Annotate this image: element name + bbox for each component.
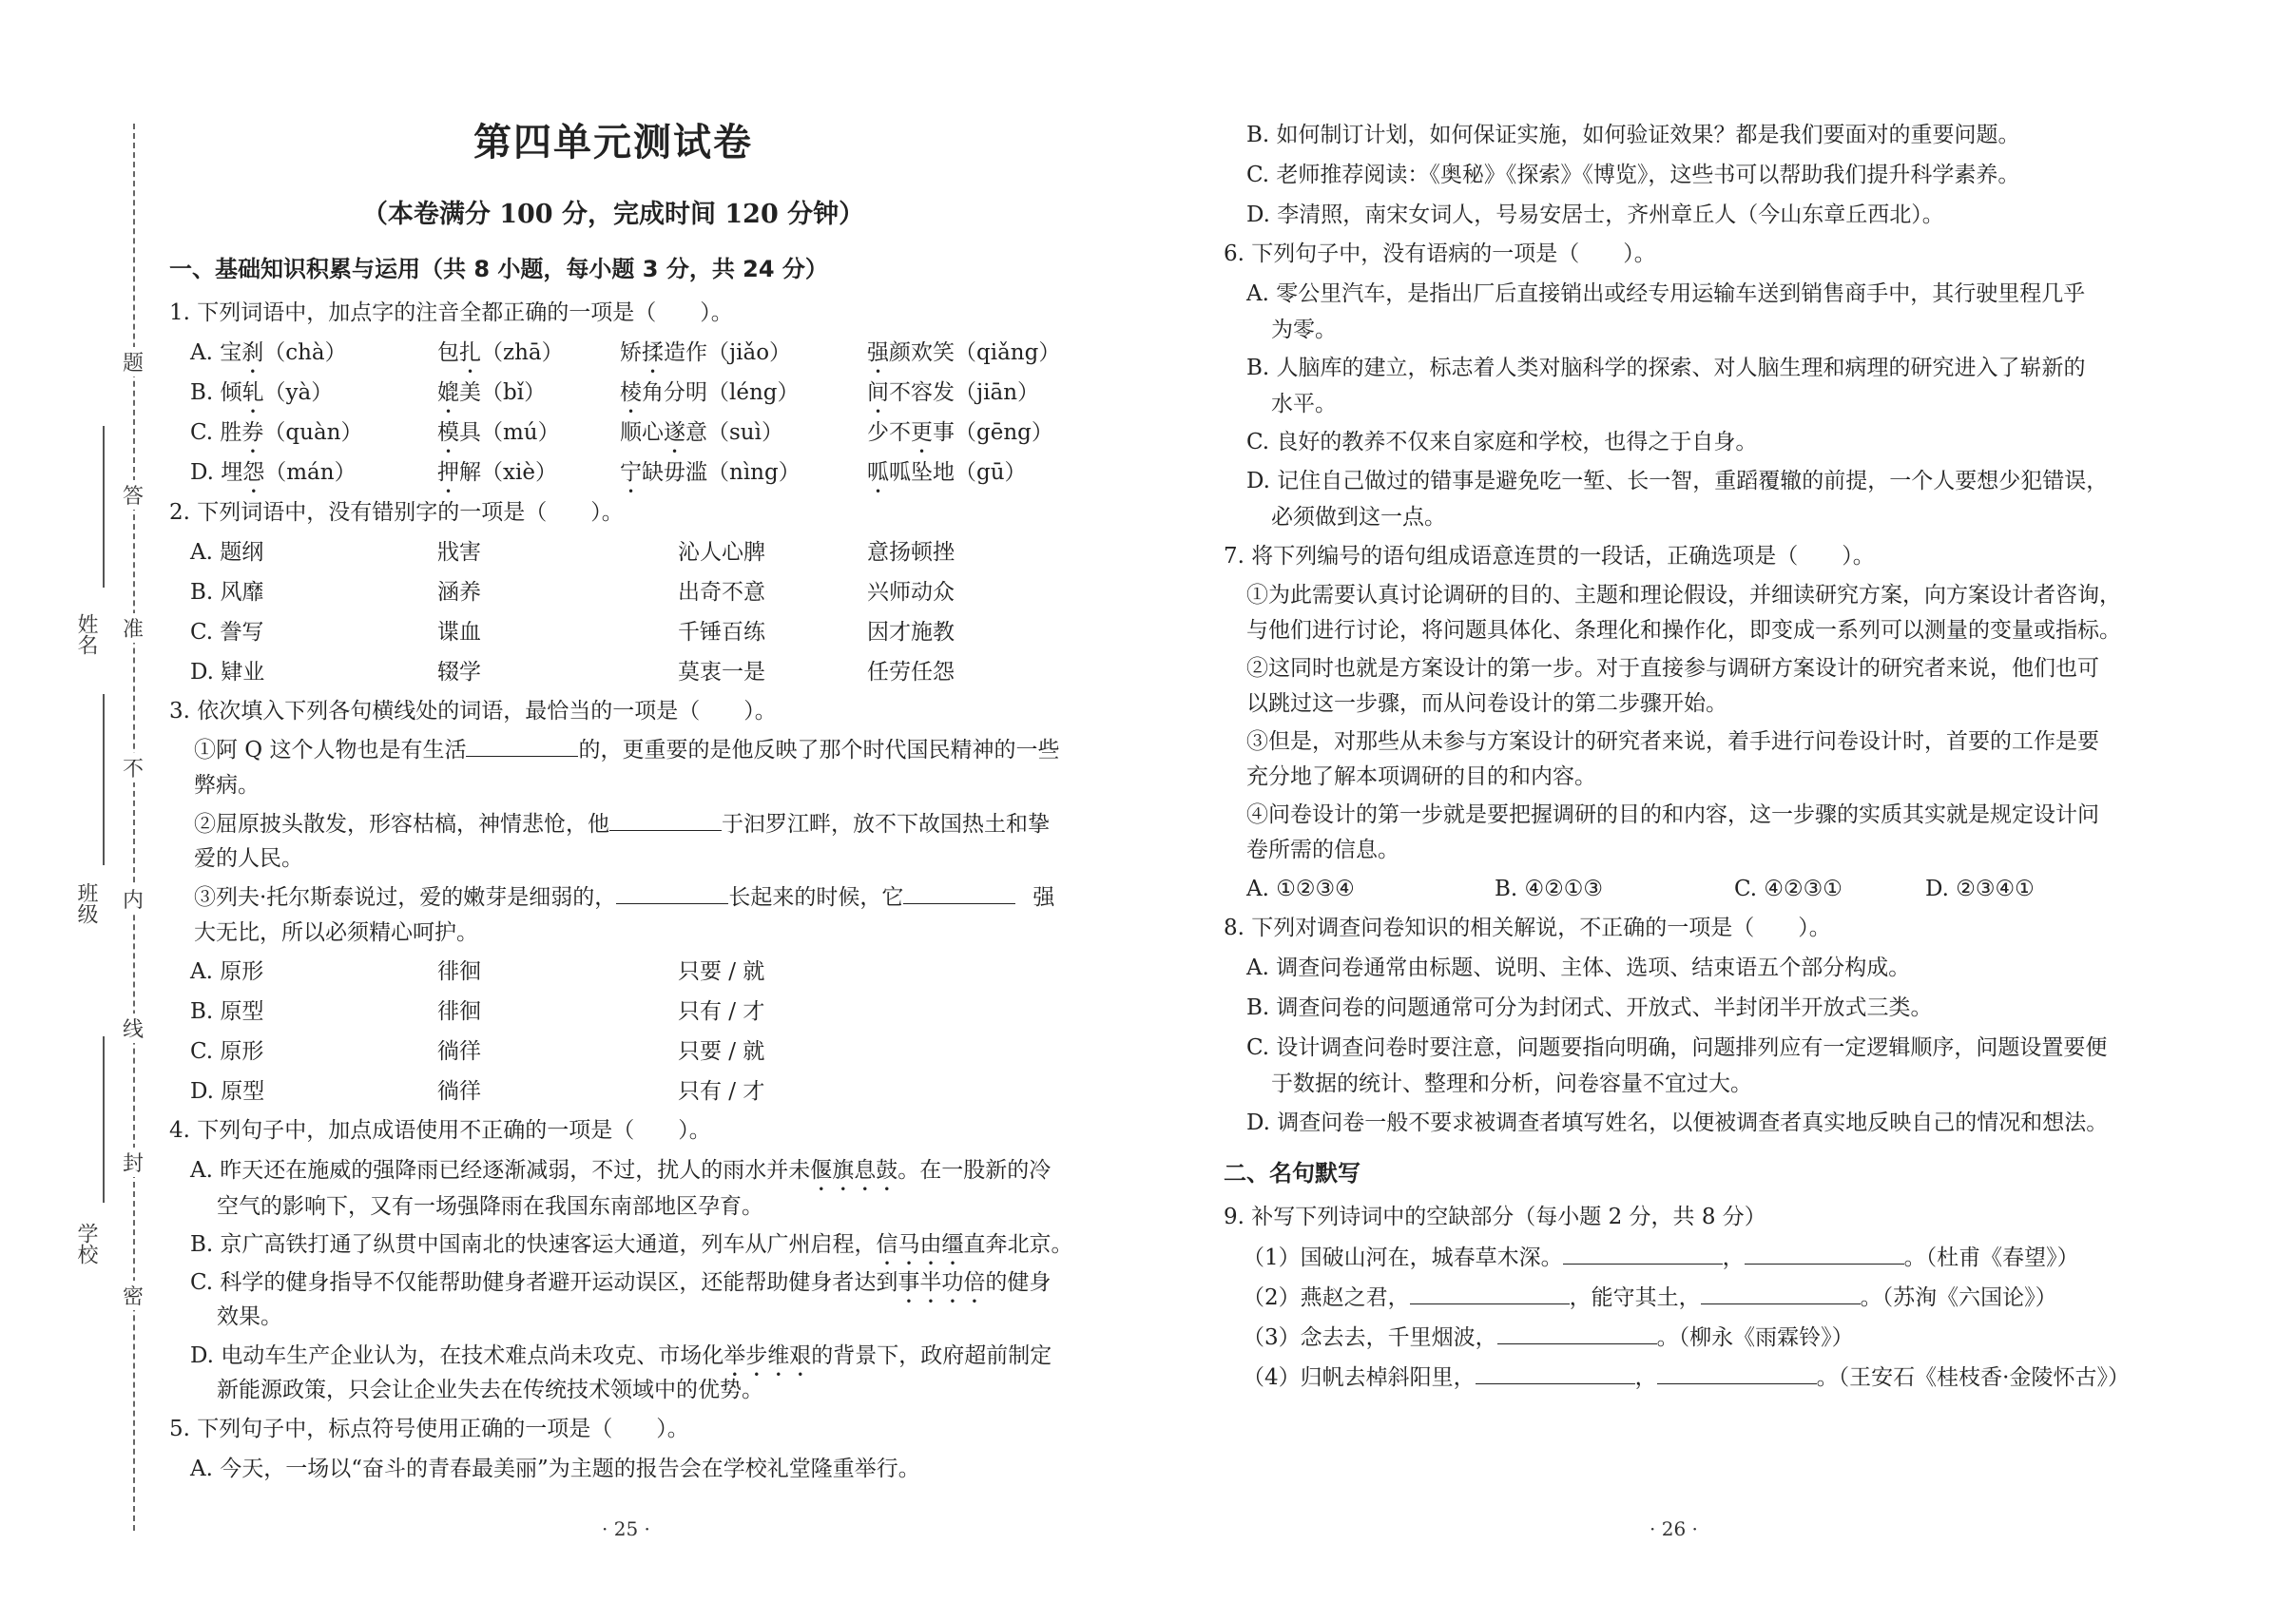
passage-line: ①为此需要认真讨论调研的目的、主题和理论假设，并细读研究方案，向方案设计者咨询， bbox=[1246, 583, 2121, 608]
seal-char: 线 bbox=[118, 1014, 148, 1043]
answer-blank[interactable] bbox=[1745, 1243, 1904, 1265]
q3-sentence-3-cont: 大无比，所以必须精心呵护。 bbox=[194, 920, 478, 945]
option-cell: 媲美（bǐ） bbox=[437, 380, 547, 405]
option-cell: 辍学 bbox=[437, 660, 481, 685]
question-stem: 7. 将下列编号的语句组成语意连贯的一段话，正确选项是（ ）。 bbox=[1224, 544, 1875, 569]
seal-char: 封 bbox=[118, 1148, 148, 1177]
question-stem: 1. 下列词语中，加点字的注音全都正确的一项是（ ）。 bbox=[169, 300, 733, 325]
q3-sentence-2: ②屈原披头散发，形容枯槁，神情悲怆，他 于汩罗江畔，放不下故国热土和挚 bbox=[194, 809, 1050, 839]
option-line-cont: 新能源政策，只会让企业失去在传统技术领域中的优势。 bbox=[217, 1378, 763, 1402]
option-cell: 莫衷一是 bbox=[678, 660, 765, 685]
option-line: C. 设计调查问卷时要注意，问题要指向明确，问题排列应有一定逻辑顺序，问题设置要便 bbox=[1246, 1035, 2108, 1060]
question-stem: 8. 下列对调查问卷知识的相关解说，不正确的一项是（ ）。 bbox=[1224, 916, 1831, 940]
school-field-line[interactable] bbox=[103, 1036, 105, 1203]
section-heading: 二、名句默写 bbox=[1224, 1160, 1360, 1187]
option-cell: 间不容发（jiān） bbox=[867, 380, 1040, 405]
option-cell: 只要 / 就 bbox=[678, 1039, 765, 1064]
option-cell: 少不更事（gēng） bbox=[867, 420, 1053, 445]
option-cell: C. 原形 bbox=[190, 1039, 264, 1064]
class-field-line[interactable] bbox=[103, 694, 105, 865]
question-stem: 3. 依次填入下列各句横线处的词语，最恰当的一项是（ ）。 bbox=[169, 699, 777, 724]
option-line-cont: 于数据的统计、整理和分析，问卷容量不宜过大。 bbox=[1271, 1072, 1752, 1096]
option-cell: 徘徊 bbox=[437, 959, 481, 984]
passage-line: ④问卷设计的第一步就是要把握调研的目的和内容，这一步骤的实质其实就是规定设计问 bbox=[1246, 802, 2099, 827]
option-cell: 因才施教 bbox=[867, 620, 955, 645]
option-cell: A. 宝刹（chà） bbox=[190, 340, 347, 365]
option-cell: B. ④②①③ bbox=[1495, 877, 1604, 901]
option-cell: 兴师动众 bbox=[867, 580, 955, 605]
option-line: D. 记住自己做过的错事是避免吃一堑、长一智，重蹈覆辙的前提，一个人要想少犯错误， bbox=[1246, 469, 2109, 493]
option-cell: 千锤百练 bbox=[678, 620, 765, 645]
option-line: A. 调查问卷通常由标题、说明、主体、选项、结束语五个部分构成。 bbox=[1246, 956, 1911, 980]
question-stem: 6. 下列句子中，没有语病的一项是（ ）。 bbox=[1224, 241, 1656, 266]
option-line: D. 调查问卷一般不要求被调查者填写姓名，以便被调查者真实地反映自己的情况和想法。 bbox=[1246, 1110, 2109, 1135]
right-page bbox=[1148, 0, 2296, 1622]
option-cell: 棱角分明（léng） bbox=[620, 380, 800, 405]
option-line: A. 零公里汽车，是指出厂后直接销出或经专用运输车送到销售商手中，其行驶里程几乎 bbox=[1246, 281, 2086, 306]
option-cell: 意扬顿挫 bbox=[867, 540, 955, 565]
seal-char: 不 bbox=[118, 753, 148, 782]
option-line: B. 京广高铁打通了纵贯中国南北的快速客运大通道，列车从广州启程，信马由缰直奔北京。 bbox=[190, 1232, 1073, 1257]
answer-blank[interactable] bbox=[1563, 1243, 1723, 1265]
passage-line: 充分地了解本项调研的目的和内容。 bbox=[1246, 764, 1596, 789]
option-cell: C. 誊写 bbox=[190, 620, 264, 645]
name-field-line[interactable] bbox=[103, 426, 105, 588]
seal-char: 内 bbox=[118, 884, 148, 914]
answer-blank[interactable] bbox=[609, 809, 722, 831]
option-line: D. 电动车生产企业认为，在技术难点尚未攻克、市场化举步维艰的背景下，政府超前制定 bbox=[190, 1343, 1052, 1368]
answer-blank[interactable] bbox=[1657, 1362, 1817, 1384]
option-cell: D. 埋怨（mán） bbox=[190, 460, 357, 485]
option-cell: 只有 / 才 bbox=[678, 1079, 765, 1104]
option-line: A. 今天，一场以“奋斗的青春最美丽”为主题的报告会在学校礼堂隆重举行。 bbox=[190, 1457, 920, 1481]
option-line: C. 科学的健身指导不仅能帮助健身者避开运动误区，还能帮助健身者达到事半功倍的健身 bbox=[190, 1270, 1052, 1295]
page-number: · 26 · bbox=[1650, 1517, 1698, 1540]
option-cell: 徜徉 bbox=[437, 1039, 481, 1064]
option-cell: D. 肄业 bbox=[190, 660, 265, 685]
q3-sentence-3: ③列夫·托尔斯泰说过，爱的嫩芽是细弱的， 长起来的时候，它 强 bbox=[194, 882, 1054, 912]
q3-sentence-1: ①阿 Q 这个人物也是有生活 的，更重要的是他反映了那个时代国民精神的一些 bbox=[194, 735, 1059, 764]
seal-char: 题 bbox=[118, 347, 148, 377]
page-title: 第四单元测试卷 bbox=[473, 120, 753, 164]
option-cell: 徘徊 bbox=[437, 999, 481, 1024]
option-cell: 顺心遂意（suì） bbox=[620, 420, 783, 445]
option-cell: 包扎（zhā） bbox=[437, 340, 564, 365]
q3-sentence-1-cont: 弊病。 bbox=[194, 773, 260, 798]
question-stem: 5. 下列句子中，标点符号使用正确的一项是（ ）。 bbox=[169, 1417, 689, 1441]
option-cell: 只要 / 就 bbox=[678, 959, 765, 984]
option-cell: B. 风靡 bbox=[190, 580, 264, 605]
school-field-label: 学校 bbox=[74, 1223, 98, 1265]
class-field-label: 班级 bbox=[74, 882, 98, 924]
answer-blank[interactable] bbox=[903, 882, 1015, 904]
option-cell: 矫揉造作（jiǎo） bbox=[620, 340, 792, 365]
option-cell: C. 胜券（quàn） bbox=[190, 420, 363, 445]
option-line: C. 老师推荐阅读：《奥秘》《探索》《博览》，这些书可以帮助我们提升科学素养。 bbox=[1246, 163, 2020, 187]
passage-line: 以跳过这一步骤，而从问卷设计的第二步骤开始。 bbox=[1246, 691, 1727, 716]
option-cell: 强颜欢笑（qiǎng） bbox=[867, 340, 1061, 365]
section-heading: 一、基础知识积累与运用（共 8 小题，每小题 3 分，共 24 分） bbox=[169, 256, 828, 282]
option-line-cont: 水平。 bbox=[1271, 392, 1337, 416]
answer-blank[interactable] bbox=[1497, 1323, 1657, 1344]
option-line: D. 李清照，南宋女词人，号易安居士，齐州章丘人（今山东章丘西北）。 bbox=[1246, 203, 1944, 227]
name-field-label: 姓名 bbox=[74, 613, 98, 655]
option-cell: 任劳任怨 bbox=[867, 660, 955, 685]
passage-line: 卷所需的信息。 bbox=[1246, 838, 1399, 862]
option-cell: 戕害 bbox=[437, 540, 481, 565]
option-line: B. 人脑库的建立，标志着人类对脑科学的探索、对人脑生理和病理的研究进入了崭新的 bbox=[1246, 356, 2086, 380]
option-cell: 模具（mú） bbox=[437, 420, 560, 445]
option-cell: A. 原形 bbox=[190, 959, 264, 984]
answer-blank[interactable] bbox=[1476, 1362, 1635, 1384]
seal-char: 密 bbox=[118, 1281, 148, 1310]
option-line: B. 如何制订计划，如何保证实施，如何验证效果？都是我们要面对的重要问题。 bbox=[1246, 123, 2020, 147]
option-cell: A. ①②③④ bbox=[1246, 877, 1355, 901]
page-subtitle: （本卷满分 100 分，完成时间 120 分钟） bbox=[361, 200, 865, 229]
seal-char: 答 bbox=[118, 480, 148, 510]
answer-blank[interactable] bbox=[466, 735, 578, 757]
option-cell: 徜徉 bbox=[437, 1079, 481, 1104]
option-cell: D. 原型 bbox=[190, 1079, 265, 1104]
option-line: B. 调查问卷的问题通常可分为封闭式、开放式、半封闭半开放式三类。 bbox=[1246, 995, 1933, 1020]
passage-line: 与他们进行讨论，将问题具体化、条理化和操作化，即变成一系列可以测量的变量或指标。 bbox=[1246, 618, 2121, 643]
option-cell: 呱呱坠地（gū） bbox=[867, 460, 1027, 485]
option-cell: B. 倾轧（yà） bbox=[190, 380, 334, 405]
question-stem: 2. 下列词语中，没有错别字的一项是（ ）。 bbox=[169, 500, 624, 525]
option-cell: 宁缺毋滥（nìng） bbox=[620, 460, 801, 485]
option-cell: 只有 / 才 bbox=[678, 999, 765, 1024]
passage-line: ③但是，对那些从未参与方案设计的研究者来说，着手进行问卷设计时，首要的工作是要 bbox=[1246, 729, 2099, 754]
answer-blank[interactable] bbox=[1410, 1283, 1570, 1304]
option-cell: B. 原型 bbox=[190, 999, 264, 1024]
option-cell: 出奇不意 bbox=[678, 580, 765, 605]
option-line: A. 昨天还在施威的强降雨已经逐渐减弱，不过，扰人的雨水并未偃旗息鼓。在一股新的冷 bbox=[190, 1158, 1052, 1183]
passage-line: ②这同时也就是方案设计的第一步。对于直接参与调研方案设计的研究者来说，他们也可 bbox=[1246, 656, 2099, 681]
seal-char: 准 bbox=[118, 613, 148, 643]
fill-line: （2）燕赵之君， ，能守其土， 。（苏洵《六国论》） bbox=[1243, 1283, 2057, 1312]
question-stem: 4. 下列句子中，加点成语使用不正确的一项是（ ）。 bbox=[169, 1118, 711, 1143]
option-cell: C. ④②③① bbox=[1734, 877, 1843, 901]
option-line-cont: 必须做到这一点。 bbox=[1271, 505, 1446, 530]
question-stem: 9. 补写下列诗词中的空缺部分（每小题 2 分，共 8 分） bbox=[1224, 1205, 1766, 1229]
fill-line: （4）归帆去棹斜阳里， ， 。（王安石《桂枝香·金陵怀古》） bbox=[1243, 1362, 2130, 1392]
option-cell: A. 题纲 bbox=[190, 540, 264, 565]
option-cell: 押解（xiè） bbox=[437, 460, 557, 485]
page-number: · 25 · bbox=[602, 1517, 650, 1540]
option-cell: 谍血 bbox=[437, 620, 481, 645]
answer-blank[interactable] bbox=[1701, 1283, 1861, 1304]
fill-line: （1）国破山河在，城春草木深。 ， 。（杜甫《春望》） bbox=[1243, 1243, 2079, 1272]
answer-blank[interactable] bbox=[616, 882, 728, 904]
option-cell: 涵养 bbox=[437, 580, 481, 605]
option-line-cont: 效果。 bbox=[217, 1304, 282, 1329]
q3-sentence-2-cont: 爱的人民。 bbox=[194, 846, 303, 871]
option-line-cont: 为零。 bbox=[1271, 318, 1337, 342]
option-cell: 沁人心脾 bbox=[678, 540, 765, 565]
binding-dashed-line bbox=[133, 124, 135, 1531]
fill-line: （3）念去去，千里烟波， 。（柳永《雨霖铃》） bbox=[1243, 1323, 1854, 1352]
option-line-cont: 空气的影响下，又有一场强降雨在我国东南部地区孕育。 bbox=[217, 1194, 763, 1219]
option-cell: D. ②③④① bbox=[1925, 877, 2035, 901]
option-line: C. 良好的教养不仅来自家庭和学校，也得之于自身。 bbox=[1246, 430, 1758, 454]
